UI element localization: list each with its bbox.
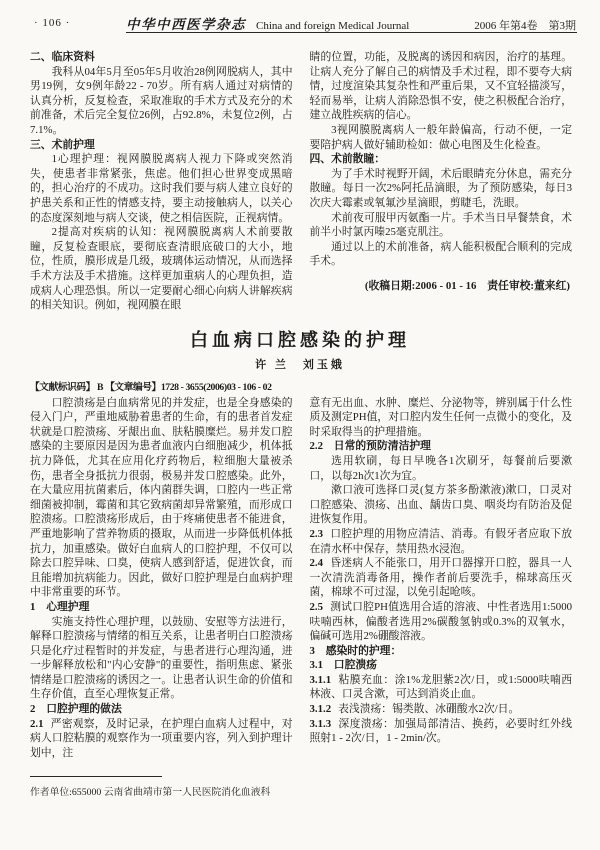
section-heading: 1 心理护理 <box>30 600 90 613</box>
item-label: 3.1.1 <box>309 673 332 686</box>
section-heading: 2.2 日常的预防清洁护理 <box>309 440 431 453</box>
header-rule <box>126 32 577 33</box>
paragraph: 3.1.2 表浅溃疡：锡类散、冰硼酸水2次/日。 <box>309 703 520 716</box>
paragraph: 2.4 昏迷病人不能张口，用开口器撑开口腔，器具一人一次清洗消毒备用，操作者前后要洗手，棉球高压灭菌，棉球不可过湿，以免引起呛咳。 <box>309 557 572 599</box>
document-meta-line: 【文献标识码】 B 【文章编号】1728 - 3655(2006)03 - 106 - 02 <box>30 382 272 393</box>
paragraph: 口腔溃疡是白血病常见的并发症，也是全身感染的侵入门户，严重地威胁着患者的生命，有的患者首发症状就是口腔溃疡、牙龈出血、肤粘膜糜烂。易并发口腔感染的主要原因是因为患者血液内白细胞减少，机体抵抗力降低，尤其在应用化疗药物后，粒细胞大量被杀伤，患者全身抵抗力很弱，极易并发口腔感染。此外，在大量应用抗菌素后，体内菌群失调，口腔内一些正常细菌被抑制，霉菌和其它致病菌却异常繁殖，而形成口腔溃疡。口腔溃疡形成后，由于疼痛使患者不能进食，严重地影响了营养物质的摄取，从而进一步降低机体抵抗力，加重感染。做好白血病人的口腔护理，不仅可以除去口腔异味、口臭，使病人感到舒适，促进饮食，而且能增加抗病能力。因此，做好口腔护理是白血病护理中非常重要的环节。 <box>30 396 293 599</box>
journal-title-en: China and foreign Medical Journal <box>256 20 410 32</box>
journal-issue: 2006 年第4卷 第3期 <box>474 20 576 32</box>
paragraph: 睛的位置，功能，及脱离的诱因和病因，治疗的基理。让病人充分了解自己的病情及手术过程，即不要夸大病情，过度渲染其复杂性和严重后果，又不宜轻描淡写，轻而易举，让病人消除恐惧不安，使之积极配合治疗，建立战胜疾病的信心。 <box>309 51 572 122</box>
section-heading: 3 感染时的护理： <box>309 644 402 657</box>
item-label: 2.4 <box>309 557 323 570</box>
paragraph: 术前夜可服甲丙氨酯一片。手术当日早餐禁食，术前半小时氯丙嗪25毫克肌注。 <box>309 211 572 239</box>
item-label: 2.3 <box>309 527 323 540</box>
paragraph: 2提高对疾病的认知：视网膜脱离病人术前要散瞳，反复检查眼底，要彻底查清眼底破口的大小，地位，性质，膜形成是几级，玻璃体运动情况，从而选择手术方法及手术措施。这样更加重病人的心理负担，造成病人心理恐惧。所以一定要耐心细心向病人讲解疾病的相关知识。例如，视网膜在眼 <box>30 226 293 312</box>
item-label: 3.1.3 <box>309 717 332 730</box>
journal-header <box>126 13 576 33</box>
article1-body <box>30 50 572 312</box>
paragraph: 2.1 严密观察，及时记录，在护理白血病人过程中，对病人口腔粘膜的观察作为一项重要内容，列入到护理计划中，注 <box>30 717 293 759</box>
article1-right-column <box>310 50 573 305</box>
paragraph: 3.1.1 粘膜充血：涂1%龙胆紫2次/日，或1:5000呋喃西林液、口灵含漱，可达到消炎止血。 <box>309 673 572 701</box>
article2-right-column <box>310 381 573 773</box>
article2-title: 白血病口腔感染的护理 <box>190 330 410 350</box>
article1-left-column <box>30 50 293 312</box>
item-label: 3.1.2 <box>309 703 332 716</box>
paragraph: (收稿日期:2006 - 01 - 16 责任审校:董来红) <box>364 279 570 292</box>
paragraph: 意有无出血、水肿、糜烂、分泌物等，辨别属于什么性质及测定PH值，对口腔内发生任何一点微小的变化，及时采取得当的护理措施。 <box>309 396 572 438</box>
paragraph: 通过以上的术前准备，病人能积极配合顺利的完成手术。 <box>309 240 572 268</box>
paragraph: 我科从04年5月至05年5月收治28例网脱病人，其中男19例，女9例年龄22 - 70岁。所有病人通过对病情的认真分析，反复检查，采取准取的手术方式及充分的术前准备，术后完全复位26例，占92.8%，未复位2例，占7.1%。 <box>30 65 293 136</box>
article2-left-column <box>30 381 293 773</box>
paragraph: 3.1.3 深度溃疡：加强局部清洁、换药，必要时红外线照射1 - 2次/日，1 - 2min/次。 <box>309 717 572 745</box>
article2-authors: 许 兰 刘玉娥 <box>255 359 345 371</box>
paragraph: 选用软刷，每日早晚各1次刷牙，每餐前后要漱口，以每2h次1次为宜。 <box>309 454 572 482</box>
section-heading: 三、术前护理 <box>30 138 95 151</box>
section-heading: 二、临床资料 <box>30 51 95 63</box>
article2-body <box>30 381 572 773</box>
paragraph: 漱口液可选择口灵(复方茶多酚漱液)漱口，口灵对口腔感染、溃疡、出血、龋齿口臭、咽炎均有防治及促进恢复作用。 <box>309 484 572 526</box>
section-heading: 四、术前散瞳： <box>309 153 386 166</box>
paragraph: 3视网膜脱离病人一般年龄偏高，行动不便，一定要陪护病人做好辅助检如：做心电图及生化检查。 <box>309 123 572 151</box>
paragraph: 1心理护理：视网膜脱离病人视力下降或突然消失，使患者非常紧张，焦虑。他们担心世界变成黑暗的，担心治疗的不成功。这时我们要与病人建立良好的护患关系和正性的情感支持，要主动接触病人，以关心的态度深刻地与病人交谈，使之相信医院，正视病情。 <box>30 153 293 224</box>
paragraph: 实施支持性心理护理，以鼓励、安慰等方法进行，解释口腔溃疡与情绪的相互关系，让患者明白口腔溃疡只是化疗过程暂时的并发症，与患者进行心理沟通，进一步解释放松和"内心安静"的重要性，指明焦虑、紧张情绪是口腔溃疡的诱因之一。让患者认识生命的价值和生存价值，直至心理恢复正常。 <box>30 615 293 701</box>
paragraph: 2.5 测试口腔PH值选用合适的溶液、中性者选用1:5000呋喃西林，偏酸者选用2%碳酸氢钠或0.3%的双氧水，偏碱可选用2%硼酸溶液。 <box>309 600 572 643</box>
footnote-separator <box>30 776 162 777</box>
author-affiliation: 作者单位:655000 云南省曲靖市第一人民医院消化血液科 <box>30 787 271 798</box>
paragraph: 为了手术时视野开阔，术后眼睛充分休息，需充分散瞳。每日一次2%阿托品滴眼，为了预防感染，每日3次庆大霉素或氧氟沙星滴眼，剪睫毛，洗眼。 <box>309 167 572 209</box>
page-number: · 106 · <box>34 17 71 29</box>
item-label: 2.1 <box>30 717 44 730</box>
journal-title-cn: 中华中西医学杂志 <box>126 17 246 32</box>
item-label: 2.5 <box>309 600 323 613</box>
section-heading: 3.1 口腔溃疡 <box>309 659 377 672</box>
section-heading: 2 口腔护理的做法 <box>30 703 122 716</box>
paragraph: 2.3 口腔护理的用物应清洁、消毒。有假牙者应取下放在清水杯中保存，禁用热水浸泡。 <box>309 527 572 555</box>
